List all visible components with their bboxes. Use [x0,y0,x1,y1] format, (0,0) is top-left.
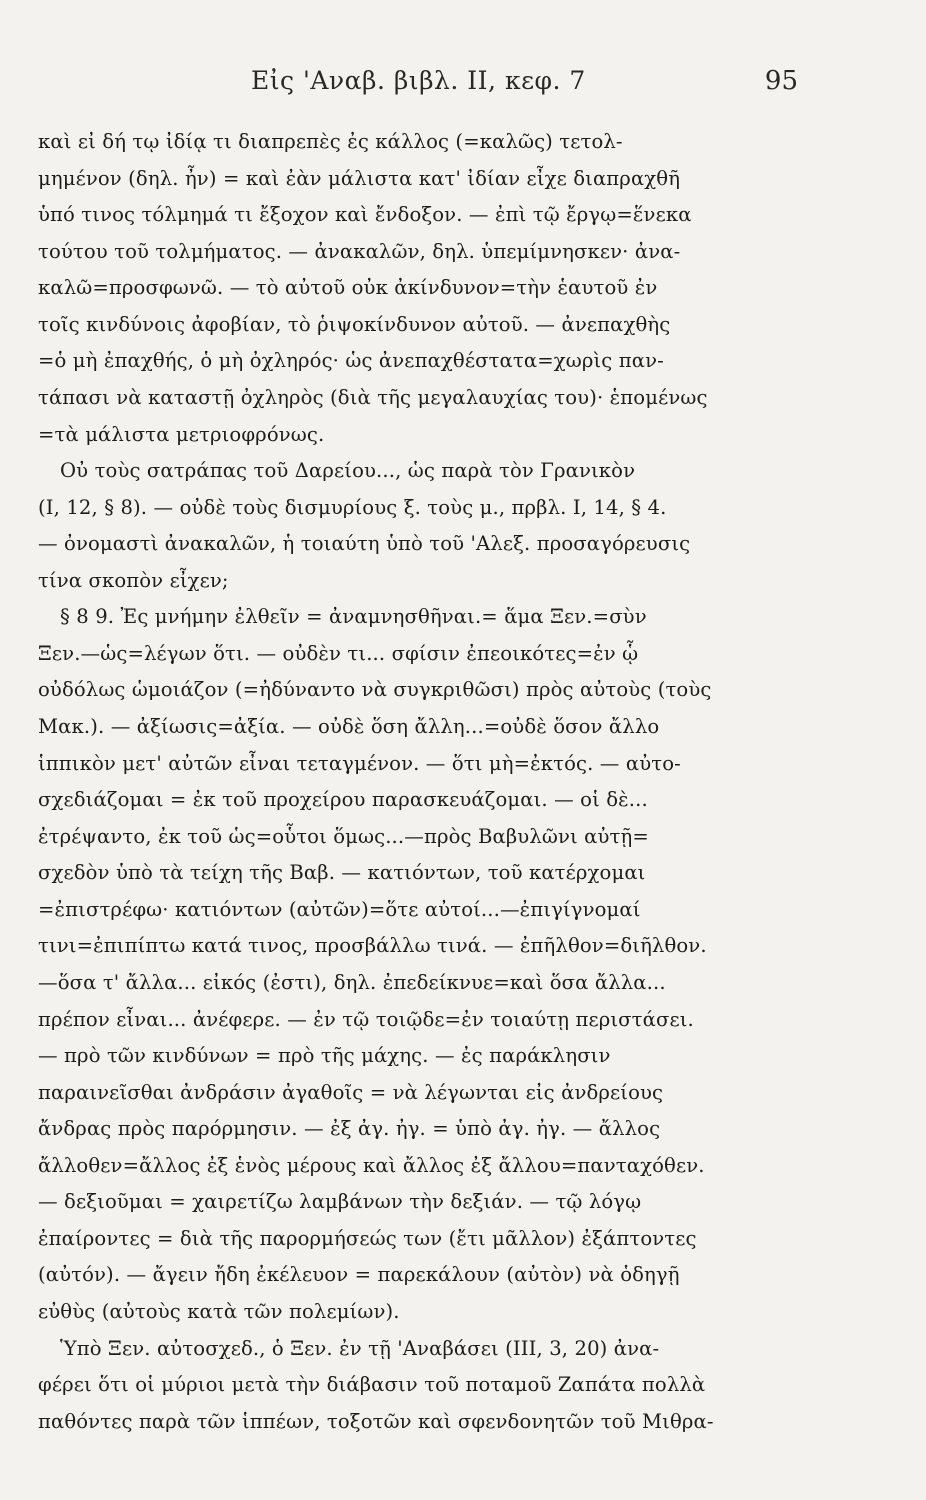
text-line: Ὑπὸ Ξεν. αὐτοσχεδ., ὁ Ξεν. ἐν τῇ 'Αναβάσει (III, 3, 20) ἀνα- [60,1336,660,1360]
text-line: Ξεν.—ὡς=λέγων ὅτι. — οὐδὲν τι... σφίσιν ἐπεοικότες=ἐν ᾧ [38,641,639,665]
text-line: =τὰ μάλιστα μετριοφρόνως. [38,422,325,446]
text-line: τούτου τοῦ τολμήματος. — ἀνακαλῶν, δηλ. ὑπεμίμνησκεν· ἀνα- [38,239,681,263]
text-line: τίνα σκοπὸν εἶχεν; [38,568,229,592]
text-line: τοῖς κινδύνοις ἀφοβίαν, τὸ ῥιψοκίνδυνον αὐτοῦ. — ἀνεπαχθὴς [38,312,671,336]
text-line: εὐθὺς (αὐτοὺς κατὰ τῶν πολεμίων). [38,1300,400,1323]
text-line: ἐτρέψαντο, ἐκ τοῦ ὡς=οὗτοι ὅμως...—πρὸς Βαβυλῶνι αὐτῇ= [38,824,649,848]
text-line: ἱππικὸν μετ' αὐτῶν εἶναι τεταγμένον. — ὅτι μὴ=ἐκτός. — αὐτο- [38,751,681,775]
text-line: ἄνδρας πρὸς παρόρμησιν. — ἐξ ἀγ. ἠγ. = ὑπὸ ἀγ. ἠγ. — ἄλλος [38,1117,661,1141]
text-line: τινι=ἐπιπίπτω κατά τινος, προσβάλλω τινά. — ἐπῆλθον=διῆλθον. [38,934,707,958]
text-line: ἐπαίροντες = διὰ τῆς παρορμήσεώς των (ἔτι μᾶλλον) ἐξάπτοντες [38,1226,697,1250]
text-line: Οὐ τοὺς σατράπας τοῦ Δαρείου..., ὡς παρὰ τὸν Γρανικὸν [60,459,636,483]
text-line: φέρει ὅτι οἱ μύριοι μετὰ τὴν διάβασιν τοῦ ποταμοῦ Ζαπάτα πολλὰ [38,1373,706,1397]
text-line: σχεδὸν ὑπὸ τὰ τείχη τῆς Βαβ. — κατιόντων, τοῦ κατέρχομαι [38,861,646,885]
text-line: =ὁ μὴ ἐπαχθής, ὁ μὴ ὀχληρός· ὡς ἀνεπαχθέστατα=χωρὶς παν- [38,349,664,373]
text-line: ἄλλοθεν=ἄλλος ἐξ ἑνὸς μέρους καὶ ἄλλος ἐξ ἄλλου=πανταχόθεν. [38,1153,705,1177]
text-line: πρέπον εἶναι... ἀνέφερε. — ἐν τῷ τοιῷδε=ἐν τοιαύτῃ περιστάσει. [38,1007,694,1031]
page-number: 95 [764,66,798,96]
text-line: παραινεῖσθαι ἀνδράσιν ἀγαθοῖς = νὰ λέγωνται εἰς ἀνδρείους [38,1080,664,1104]
text-line: καλῶ=προσφωνῶ. — τὸ αὐτοῦ οὐκ ἀκίνδυνον=τὴν ἑαυτοῦ ἐν [38,276,658,300]
text-line: — ὀνομαστὶ ἀνακαλῶν, ἡ τοιαύτη ὑπὸ τοῦ 'Αλεξ. προσαγόρευσις [38,532,691,556]
text-line: —ὅσα τ' ἄλλα... εἰκός (ἐστι), δηλ. ἐπεδείκνυε=καὶ ὅσα ἄλλα... [38,970,666,994]
text-line: οὐδόλως ὡμοιάζον (=ἠδύναντο νὰ συγκριθῶσι) πρὸς αὐτοὺς (τοὺς [38,678,712,702]
text-line: ὑπό τινος τόλμημά τι ἔξοχον καὶ ἔνδοξον. — ἐπὶ τῷ ἔργῳ=ἕνεκα [38,203,692,227]
text-line: § 8 9. Ἐς μνήμην ἐλθεῖν = ἀναμνησθῆναι.= ἅμα Ξεν.=σὺν [60,605,647,629]
commentary-text [38,124,771,1440]
text-line: τάπασι νὰ καταστῇ ὀχληρὸς (διὰ τῆς μεγαλαυχίας του)· ἑπομένως [38,385,708,409]
text-line: =ἐπιστρέφω· κατιόντων (αὐτῶν)=ὅτε αὐτοί...—ἐπιγίγνομαί [38,897,641,921]
running-title: Εἰς 'Αναβ. βιβλ. II, κεφ. 7 [251,66,586,95]
page-header [86,64,798,98]
text-line: καὶ εἰ δή τῳ ἰδίᾳ τι διαπρεπὲς ἐς κάλλος (=καλῶς) τετολ- [38,130,623,153]
text-line: (I, 12, § 8). — οὐδὲ τοὺς δισμυρίους ξ. τοὺς μ., πρβλ. I, 14, § 4. [38,495,667,519]
text-line: μημένον (δηλ. ἦν) = καὶ ἐὰν μάλιστα κατ' ἰδίαν εἶχε διαπραχθῆ [38,166,681,190]
text-line: — δεξιοῦμαι = χαιρετίζω λαμβάνων τὴν δεξιάν. — τῷ λόγῳ [38,1190,642,1214]
text-line: (αὐτόν). — ἄγειν ἤδη ἐκέλευον = παρεκάλουν (αὐτὸν) νὰ ὁδηγῇ [38,1263,680,1287]
text-line: — πρὸ τῶν κινδύνων = πρὸ τῆς μάχης. — ἐς παράκλησιν [38,1044,611,1068]
text-line: Μακ.). — ἀξίωσις=ἀξία. — οὐδὲ ὅση ἄλλη...=οὐδὲ ὅσον ἄλλο [38,715,660,738]
text-line: παθόντες παρὰ τῶν ἱππέων, τοξοτῶν καὶ σφενδονητῶν τοῦ Μιθρα- [38,1409,714,1433]
text-line: σχεδιάζομαι = ἐκ τοῦ προχείρου παρασκευάζομαι. — οἱ δὲ... [38,788,648,812]
